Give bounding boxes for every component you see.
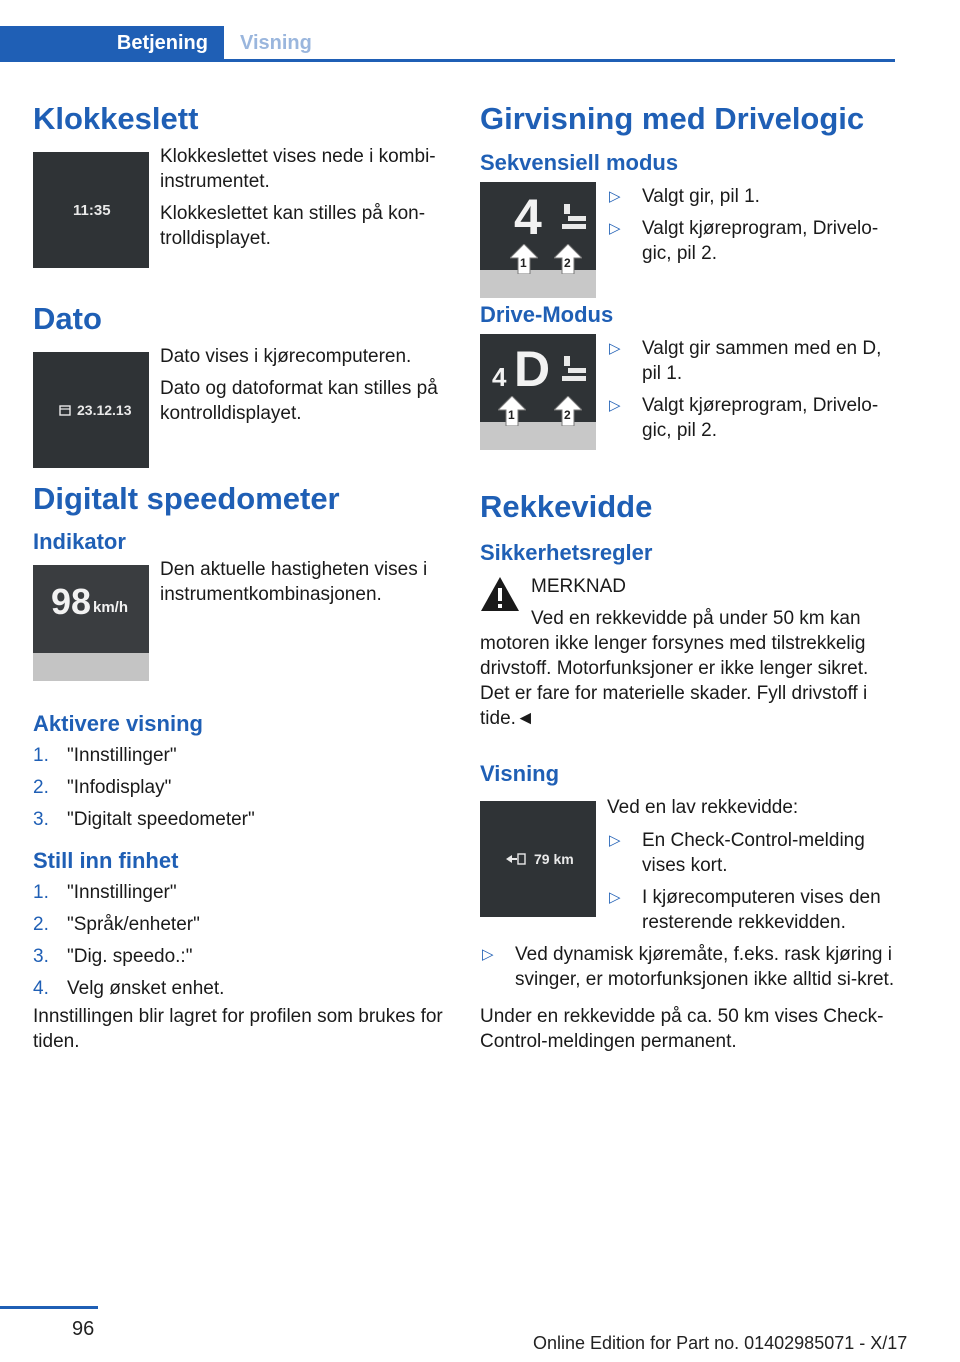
visning-final: Under en rekkevidde på ca. 50 km vises Check-Control-meldingen permanent. bbox=[480, 1006, 884, 1052]
subheading-still-inn-finhet: Still inn finhet bbox=[33, 848, 179, 873]
drive-bullets bbox=[607, 336, 898, 443]
section-title-digitalt-speedometer: Digitalt speedometer bbox=[33, 481, 340, 516]
list-item: 4. Velg ønsket enhet. bbox=[33, 978, 225, 999]
date-display-image bbox=[33, 352, 149, 468]
list-item: ▷ Valgt kjøreprogram, Drivelo-gic, pil 2. bbox=[609, 395, 879, 441]
arrow-label-1: 1 bbox=[508, 408, 515, 422]
subheading-visning: Visning bbox=[480, 761, 560, 786]
list-item: ▷ I kjørecomputeren vises den resterende rekkevidden. bbox=[609, 887, 881, 933]
arrow-label-2: 2 bbox=[564, 256, 571, 270]
tab-betjening[interactable]: Betjening bbox=[0, 26, 224, 60]
section-title-klokkeslett: Klokkeslett bbox=[33, 101, 199, 136]
klokke-figure-row bbox=[33, 146, 443, 268]
section-title-rekkevidde: Rekkevidde bbox=[480, 489, 653, 524]
triangle-right-icon: ▷ bbox=[609, 220, 621, 237]
triangle-right-icon: ▷ bbox=[609, 889, 621, 906]
list-item: 2. "Infodisplay" bbox=[33, 777, 172, 798]
list-item: ▷ En Check-Control-melding vises kort. bbox=[609, 830, 865, 876]
warning-block bbox=[480, 574, 898, 731]
list-item: ▷ Valgt gir, pil 1. bbox=[609, 186, 760, 207]
sekv-figure-row bbox=[480, 182, 898, 298]
list-item: ▷ Valgt kjøreprogram, Drivelo-gic, pil 2. bbox=[609, 218, 879, 264]
subheading-sikkerhetsregler: Sikkerhetsregler bbox=[480, 540, 653, 565]
tab-visning[interactable]: Visning bbox=[240, 31, 312, 54]
arrow-label-2: 2 bbox=[564, 408, 571, 422]
triangle-right-icon: ▷ bbox=[609, 832, 621, 849]
sequential-gear-display-image bbox=[480, 182, 596, 298]
header-tabs bbox=[0, 0, 895, 62]
drive-program-icon bbox=[562, 356, 588, 386]
list-item: 1. "Innstillinger" bbox=[33, 745, 177, 766]
dato-text-1: Dato vises i kjørecomputeren. bbox=[160, 346, 412, 367]
footer-divider bbox=[0, 1306, 98, 1309]
gear-digit: 4 bbox=[514, 189, 542, 245]
list-item: 2. "Språk/enheter" bbox=[33, 914, 200, 935]
header-divider bbox=[0, 59, 895, 62]
visning-intro: Ved en lav rekkevidde: bbox=[607, 797, 799, 818]
section-title-dato: Dato bbox=[33, 301, 102, 336]
subheading-sekvensiell-modus: Sekvensiell modus bbox=[480, 150, 679, 175]
list-item: ▷ Valgt gir sammen med en D, pil 1. bbox=[609, 338, 882, 384]
speedo-text-1: Den aktuelle hastigheten vises i instrumentkombinasjonen. bbox=[160, 559, 428, 605]
aktivere-steps bbox=[33, 743, 443, 832]
display-bottom-band bbox=[33, 653, 149, 681]
warning-text-rest: motoren ikke lenger forsynes med tilstrekkelig drivstoff. Motorfunksjoner er ikke lenger sikret. Det er fare for materielle skader. Fyll drivstoff i tide.◄ bbox=[480, 633, 869, 729]
list-item: 3. "Dig. speedo.:" bbox=[33, 946, 193, 967]
speed-value: 98 bbox=[51, 581, 92, 622]
list-item: 1. "Innstillinger" bbox=[33, 882, 177, 903]
visning-bullets-2 bbox=[480, 942, 898, 992]
warning-triangle-icon bbox=[480, 576, 520, 612]
klokke-text-2: Klokkeslettet kan stilles på kon-trolldisplayet. bbox=[160, 203, 426, 249]
section-title-girvisning: Girvisning med Drivelogic bbox=[480, 101, 865, 136]
gear-small-digit: 4 bbox=[492, 362, 507, 392]
dato-text-2: Dato og datoformat kan stilles på kontrolldisplayet. bbox=[160, 378, 438, 424]
left-column bbox=[33, 96, 443, 1054]
klokke-text-1: Klokkeslettet vises nede i kombi-instrumentet. bbox=[160, 146, 436, 192]
visning-figure-row bbox=[480, 797, 898, 942]
warning-text-first: Ved en rekkevidde på under 50 km kan bbox=[531, 608, 861, 629]
footer-edition: Online Edition for Part no. 01402985071 - X/17 bbox=[533, 1333, 908, 1353]
triangle-right-icon: ▷ bbox=[609, 340, 621, 357]
merknad-label: MERKNAD bbox=[531, 576, 627, 597]
drive-figure-row bbox=[480, 334, 898, 450]
triangle-right-icon: ▷ bbox=[609, 188, 621, 205]
arrow-label-1: 1 bbox=[520, 256, 527, 270]
still-note: Innstillingen blir lagret for profilen som brukes for tiden. bbox=[33, 1006, 443, 1052]
drive-program-icon bbox=[562, 204, 588, 234]
subheading-drive-modus: Drive-Modus bbox=[480, 302, 614, 327]
speedometer-display-image bbox=[33, 565, 149, 681]
speed-unit: km/h bbox=[93, 599, 129, 616]
drive-letter: D bbox=[514, 341, 551, 397]
subheading-indikator: Indikator bbox=[33, 529, 126, 554]
sekv-bullets bbox=[607, 184, 898, 266]
calendar-icon bbox=[59, 404, 71, 416]
list-item: 3. "Digitalt speedometer" bbox=[33, 809, 255, 830]
speedo-figure-row bbox=[33, 559, 443, 681]
range-display-image bbox=[480, 801, 596, 917]
triangle-right-icon: ▷ bbox=[482, 946, 494, 963]
still-steps bbox=[33, 880, 443, 1001]
fuel-pump-icon bbox=[506, 853, 528, 865]
visning-bullets bbox=[607, 828, 898, 935]
range-readout: 79 km bbox=[534, 851, 574, 867]
page-number: 96 bbox=[72, 1318, 95, 1340]
date-readout: 23.12.13 bbox=[77, 402, 132, 418]
subheading-aktivere-visning: Aktivere visning bbox=[33, 711, 203, 736]
list-item: ▷ Ved dynamisk kjøremåte, f.eks. rask kjøring i svinger, er motorfunksjonen ikke alltid si-kret. bbox=[482, 944, 895, 990]
right-column bbox=[480, 96, 898, 1054]
drive-mode-display-image bbox=[480, 334, 596, 450]
clock-display-image bbox=[33, 152, 149, 268]
dato-figure-row bbox=[33, 346, 443, 468]
clock-readout: 11:35 bbox=[73, 202, 111, 219]
triangle-right-icon: ▷ bbox=[609, 397, 621, 414]
